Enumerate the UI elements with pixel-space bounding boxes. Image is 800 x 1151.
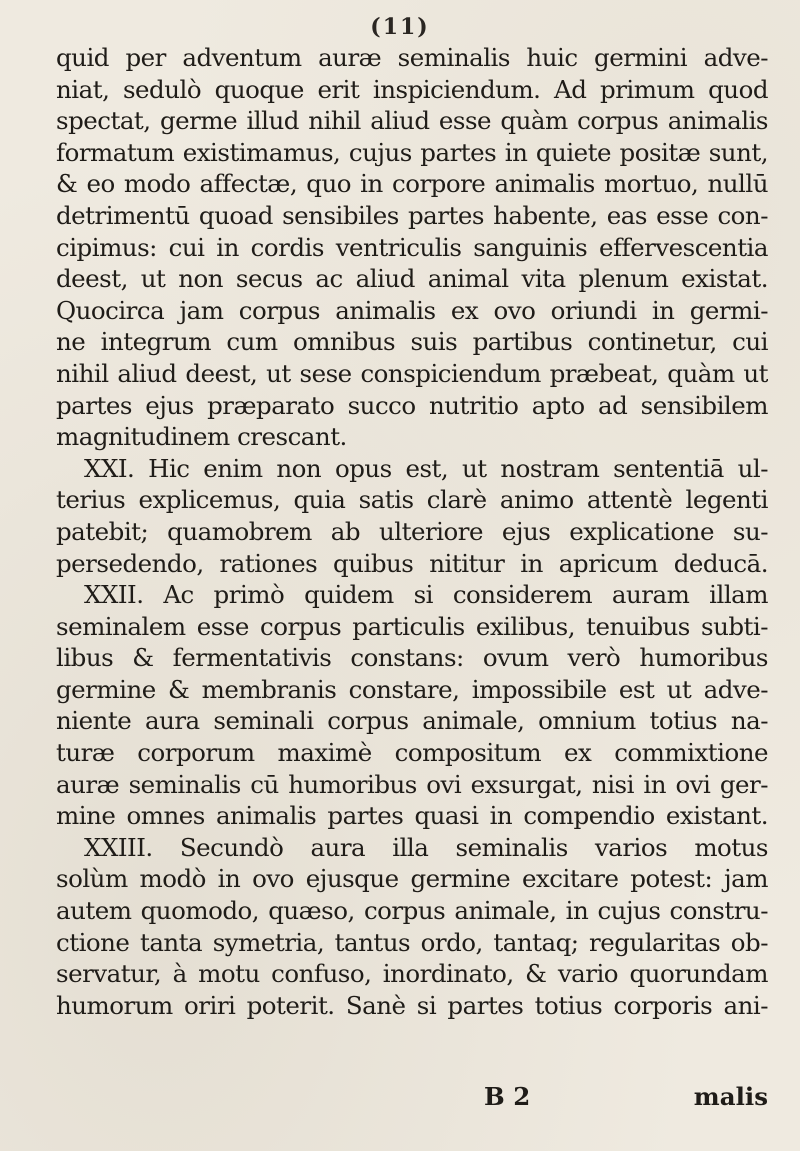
text-line: mine omnes animalis partes quasi in compendio existant. (56, 801, 768, 831)
text-line: seminalem esse corpus particulis exilibus, tenuibus subti- (56, 611, 768, 641)
text-line: ctione tanta symetria, tantus ordo, tantaq; regularitas ob- (56, 927, 768, 957)
text-line: servatur, à motu confuso, inordinato, & vario quorundam (56, 959, 768, 989)
text-line: partes ejus præparato succo nutritio apto ad sensibilem (56, 390, 768, 420)
text-line: autem quomodo, quæso, corpus animale, in cujus constru- (56, 896, 768, 926)
text-line: auræ seminalis cū humoribus ovi exsurgat, nisi in ovi ger- (56, 769, 768, 799)
signature-mark: B 2 (484, 1082, 531, 1111)
text-line: quid per adventum auræ seminalis huic germini adve- (56, 43, 768, 72)
text-line: niente aura seminali corpus animale, omnium totius na- (56, 706, 768, 736)
running-head: (11) (370, 14, 430, 40)
page-footer (56, 1082, 768, 1112)
text-line: libus & fermentativis constans: ovum verò humoribus (56, 643, 768, 673)
section-xxiii-start: XXIII. Secundò aura illa seminalis varios motus (84, 832, 768, 862)
text-line: & eo modo affectæ, quo in corpore animalis mortuo, nullū (56, 169, 768, 199)
text-line: deest, ut non secus ac aliud animal vita plenum existat. (56, 264, 768, 294)
text-line: spectat, germe illud nihil aliud esse quàm corpus animalis (56, 106, 768, 136)
body-text (56, 42, 768, 1021)
text-line: magnitudinem crescant. (56, 422, 347, 452)
text-line: solùm modò in ovo ejusque germine excitare potest: jam (56, 864, 768, 894)
text-line: patebit; quamobrem ab ulteriore ejus explicatione su- (56, 516, 768, 546)
text-line: germine & membranis constare, impossibile est ut adve- (56, 674, 768, 704)
text-line: cipimus: cui in cordis ventriculis sanguinis effervescentia (56, 232, 768, 262)
section-xxi-start: XXI. Hic enim non opus est, ut nostram sententiā ul- (84, 453, 768, 483)
text-line: Quocirca jam corpus animalis ex ovo oriundi in germi- (56, 295, 768, 325)
text-line: terius explicemus, quia satis clarè animo attentè legenti (56, 485, 768, 515)
text-line: turæ corporum maximè compositum ex commixtione (56, 738, 768, 768)
text-line: niat, sedulò quoque erit inspiciendum. Ad primum quod (56, 74, 768, 104)
text-line: nihil aliud deest, ut sese conspiciendum præbeat, quàm ut (56, 358, 768, 388)
text-line: detrimentū quoad sensibiles partes habente, eas esse con- (56, 200, 768, 230)
text-line: formatum existimamus, cujus partes in quiete positæ sunt, (56, 137, 768, 167)
text-line: humorum oriri poterit. Sanè si partes totius corporis ani- (56, 990, 768, 1020)
text-line: ne integrum cum omnibus suis partibus continetur, cui (56, 327, 768, 357)
catchword: malis (693, 1082, 768, 1111)
text-line: persedendo, rationes quibus nititur in apricum deducā. (56, 548, 768, 578)
section-xxii-start: XXII. Ac primò quidem si considerem auram illam (84, 580, 768, 610)
